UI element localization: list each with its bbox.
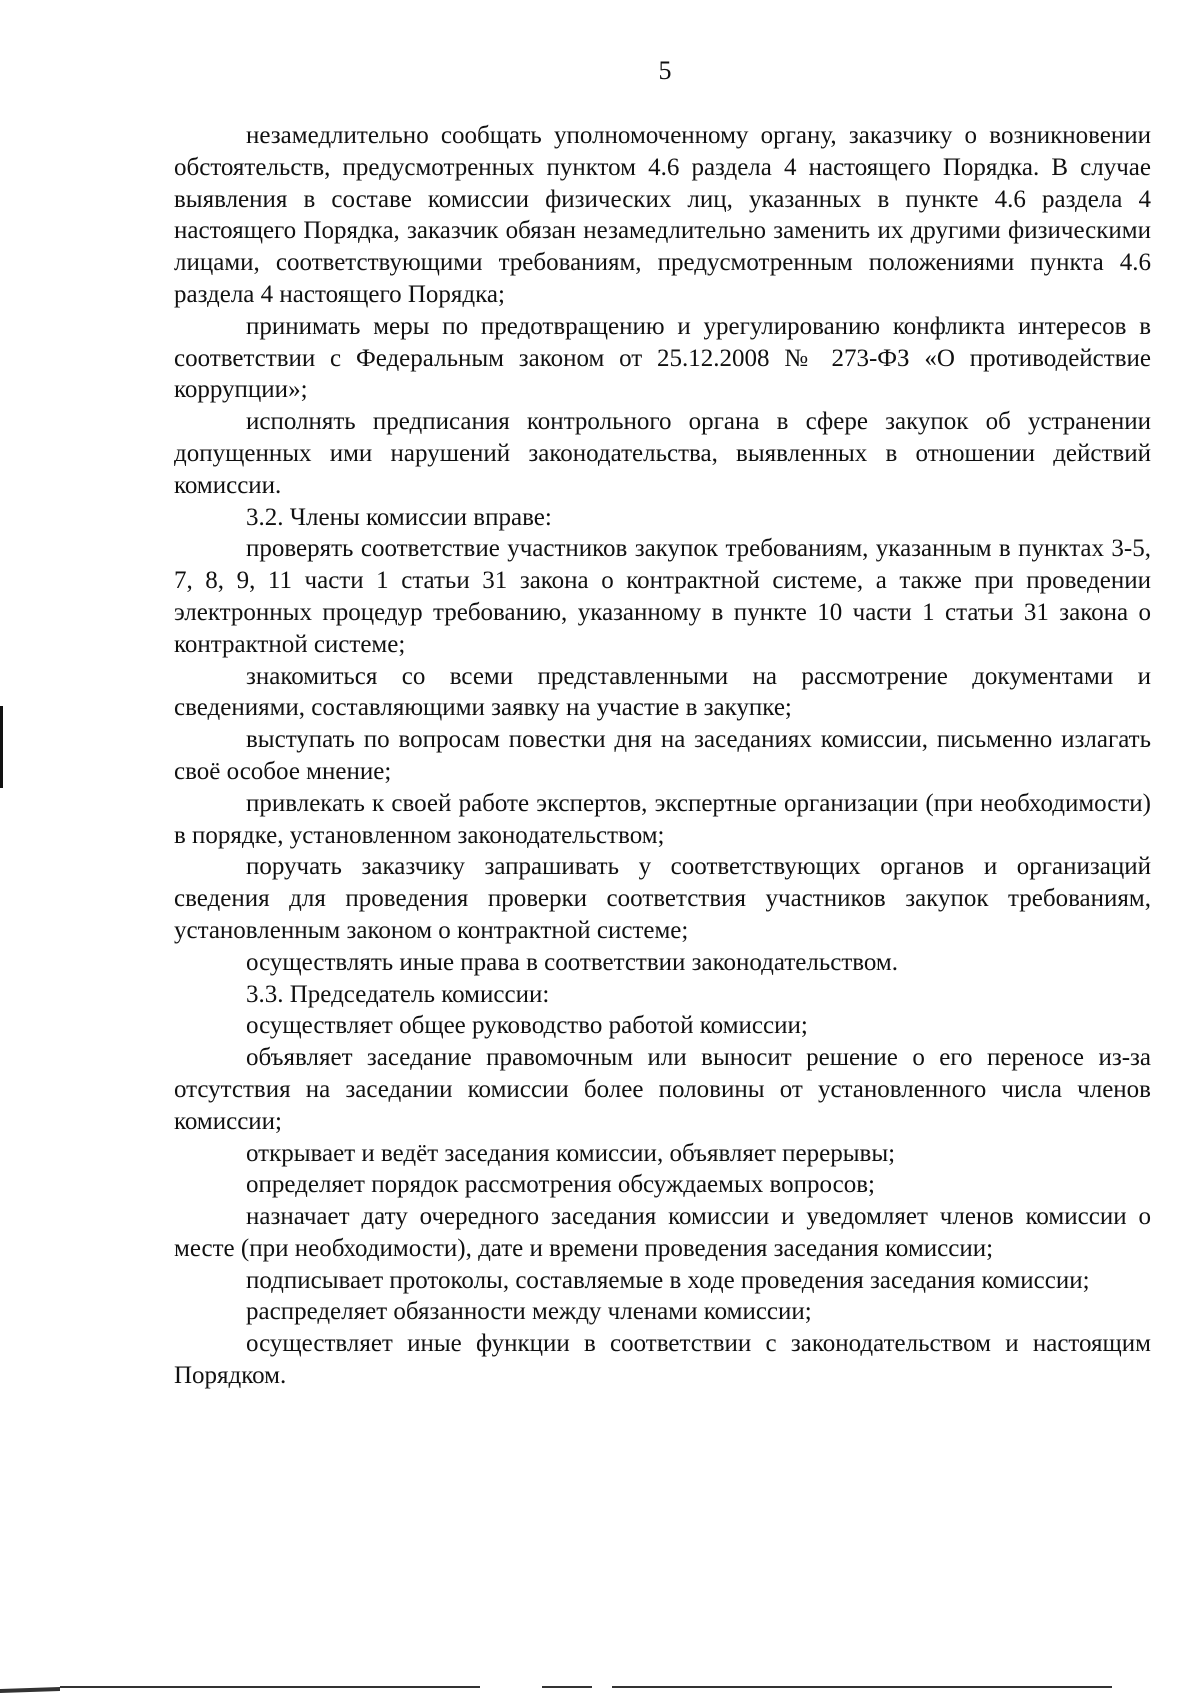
paragraph: выступать по вопросам повестки дня на заседаниях комиссии, письменно излагать своё особое мнение; [174,726,1151,785]
paragraph: объявляет заседание правомочным или выносит решение о его переносе из-за отсутствия на заседании комиссии более половины от установленного числа членов комиссии; [174,1044,1151,1135]
paragraph: проверять соответствие участников закупок требованиям, указанным в пунктах 3-5, 7, 8, 9, 11 части 1 статьи 31 закона о контрактной системе, а также при проведении электронных процедур требованию, указанному в пункте 10 части 1 статьи 31 закона о контрактной системе; [174,535,1151,658]
paragraph: принимать меры по предотвращению и урегулированию конфликта интересов в соответствии с Федеральным законом от 25.12.2008 № 273-ФЗ «О противодействие коррупции»; [174,312,1151,404]
paragraph: незамедлительно сообщать уполномоченному органу, заказчику о возникновении обстоятельств, предусмотренных пунктом 4.6 раздела 4 настоящего Порядка. В случае выявления в составе комиссии физических лиц, указанных в пункте 4.6 раздела 4 настоящего Порядка, заказчик обязан незамедлительно заменить их другими физическими лицами, соответствующими требованиям, предусмотренным положениями пункта 4.6 раздела 4 настоящего Порядка; [174,122,1151,308]
section-heading: 3.3. Председатель комиссии: [246,980,550,1008]
paragraph: осуществляет иные функции в соответствии с законодательством и настоящим Порядком. [174,1330,1151,1390]
paragraph: открывает и ведёт заседания комиссии, объявляет перерывы; [246,1139,896,1167]
page-number: 5 [658,56,672,85]
paragraph: осуществляет общее руководство работой комиссии; [246,1012,808,1040]
scan-edge-mark [542,1686,592,1688]
paragraph: знакомиться со всеми представленными на рассмотрение документами и сведениями, составляющими заявку на участие в закупке; [174,662,1151,722]
scan-edge-mark [0,706,3,788]
paragraph: исполнять предписания контрольного органа в сфере закупок об устранении допущенных ими нарушений законодательства, выявленных в отношении действий комиссии. [174,408,1151,499]
paragraph: осуществлять иные права в соответствии законодательством. [246,948,898,976]
document-body [174,120,1151,1392]
paragraph: назначает дату очередного заседания комиссии и уведомляет членов комиссии о месте (при необходимости), дате и времени проведения заседания комиссии; [174,1203,1151,1262]
paragraph: распределяет обязанности между членами комиссии; [246,1298,812,1326]
scan-edge-mark [612,1686,1112,1688]
paragraph: определяет порядок рассмотрения обсуждаемых вопросов; [246,1171,876,1199]
section-heading: 3.2. Члены комиссии вправе: [246,503,552,531]
scan-edge-mark [60,1686,480,1688]
paragraph: привлекать к своей работе экспертов, экспертные организации (при необходимости) в порядке, установленном законодательством; [174,789,1151,849]
paragraph: подписывает протоколы, составляемые в ходе проведения заседания комиссии; [246,1266,1090,1294]
paragraph: поручать заказчику запрашивать у соответствующих органов и организаций сведения для проведения проверки соответствия участников закупок требованиям, установленным законом о контрактной системе; [174,853,1151,944]
scan-edge-mark [0,1687,60,1693]
